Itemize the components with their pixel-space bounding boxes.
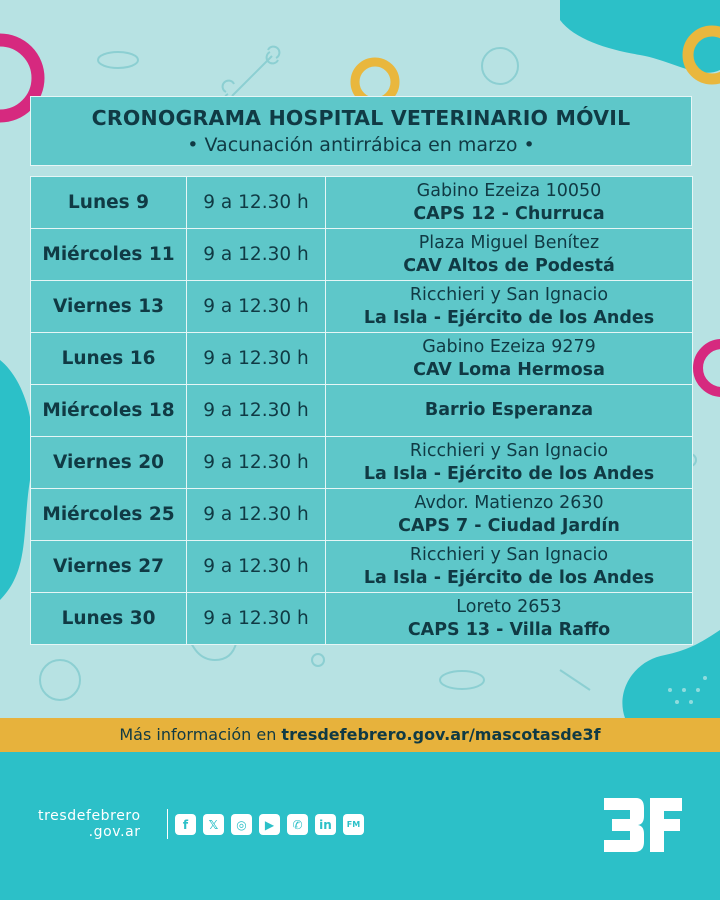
table-row [31, 489, 693, 541]
table-row [31, 177, 693, 229]
table-row [31, 385, 693, 437]
location-text: La Isla - Ejército de los Andes [363, 567, 655, 588]
place-cell [326, 437, 693, 489]
page-title: CRONOGRAMA HOSPITAL VETERINARIO MÓVIL [91, 106, 631, 130]
social-icons [175, 814, 364, 835]
day-cell: Viernes 20 [31, 437, 187, 489]
footer [0, 752, 720, 900]
schedule-body [31, 177, 693, 645]
time-cell: 9 a 12.30 h [187, 489, 326, 541]
day-cell: Viernes 27 [31, 541, 187, 593]
info-prefix: Más información en [119, 725, 282, 744]
location-text: CAV Loma Hermosa [413, 359, 605, 380]
youtube-icon[interactable]: ▶ [259, 814, 280, 835]
pet-bowl-icon [98, 52, 138, 68]
fm-radio-icon[interactable]: FM [343, 814, 364, 835]
address-text: Loreto 2653 [456, 596, 562, 617]
instagram-icon[interactable]: ◎ [231, 814, 252, 835]
time-cell: 9 a 12.30 h [187, 229, 326, 281]
address-text: Ricchieri y San Ignacio [409, 544, 609, 565]
x-icon[interactable]: 𝕏 [203, 814, 224, 835]
place-cell [326, 385, 693, 437]
pet-bowl-icon-2 [440, 671, 484, 689]
place-cell [326, 489, 693, 541]
place-cell [326, 177, 693, 229]
place-cell [326, 281, 693, 333]
location-text: CAV Altos de Podestá [403, 255, 615, 276]
day-cell: Miércoles 25 [31, 489, 187, 541]
address-text: Plaza Miguel Benítez [418, 232, 600, 253]
address-text: Avdor. Matienzo 2630 [414, 492, 604, 513]
day-cell: Miércoles 11 [31, 229, 187, 281]
paw-icon [312, 654, 324, 666]
3f-logo-icon [600, 794, 684, 856]
brand-line2: .gov.ar [88, 824, 141, 840]
facebook-icon[interactable]: f [175, 814, 196, 835]
info-link[interactable]: tresdefebrero.gov.ar/mascotasde3f [281, 725, 601, 744]
title-box [30, 96, 692, 166]
location-text: La Isla - Ejército de los Andes [363, 307, 655, 328]
day-cell: Miércoles 18 [31, 385, 187, 437]
linkedin-icon[interactable]: in [315, 814, 336, 835]
teal-blob-left-decoration [0, 360, 33, 600]
brand-wordmark [38, 808, 141, 840]
place-cell [326, 333, 693, 385]
brand-line1: tresdefebrero [38, 808, 141, 824]
table-row [31, 229, 693, 281]
schedule-table [30, 176, 693, 645]
day-cell: Viernes 13 [31, 281, 187, 333]
time-cell: 9 a 12.30 h [187, 177, 326, 229]
page-subtitle: • Vacunación antirrábica en marzo • [187, 134, 535, 156]
info-bar [0, 718, 720, 752]
time-cell: 9 a 12.30 h [187, 281, 326, 333]
location-text: CAPS 7 - Ciudad Jardín [398, 515, 620, 536]
table-row [31, 593, 693, 645]
time-cell: 9 a 12.30 h [187, 593, 326, 645]
place-cell [326, 593, 693, 645]
whatsapp-icon[interactable]: ✆ [287, 814, 308, 835]
address-text: Gabino Ezeiza 9279 [422, 336, 596, 357]
magenta-ring-right-decoration [698, 344, 720, 392]
day-cell: Lunes 30 [31, 593, 187, 645]
table-row [31, 541, 693, 593]
place-cell [326, 229, 693, 281]
table-row [31, 281, 693, 333]
cat-face-icon [482, 48, 518, 84]
table-row [31, 333, 693, 385]
time-cell: 9 a 12.30 h [187, 541, 326, 593]
time-cell: 9 a 12.30 h [187, 437, 326, 489]
day-cell: Lunes 16 [31, 333, 187, 385]
location-text: La Isla - Ejército de los Andes [363, 463, 655, 484]
day-cell: Lunes 9 [31, 177, 187, 229]
place-cell [326, 541, 693, 593]
address-text: Gabino Ezeiza 10050 [416, 180, 602, 201]
address-text: Ricchieri y San Ignacio [409, 440, 609, 461]
location-text: CAPS 13 - Villa Raffo [407, 619, 611, 640]
divider [167, 809, 168, 839]
time-cell: 9 a 12.30 h [187, 385, 326, 437]
location-text: CAPS 12 - Churruca [413, 203, 605, 224]
bone-icon-2 [560, 670, 590, 690]
time-cell: 9 a 12.30 h [187, 333, 326, 385]
cat-face-icon-2 [40, 660, 80, 700]
location-text: Barrio Esperanza [424, 400, 594, 420]
address-text: Ricchieri y San Ignacio [409, 284, 609, 305]
table-row [31, 437, 693, 489]
